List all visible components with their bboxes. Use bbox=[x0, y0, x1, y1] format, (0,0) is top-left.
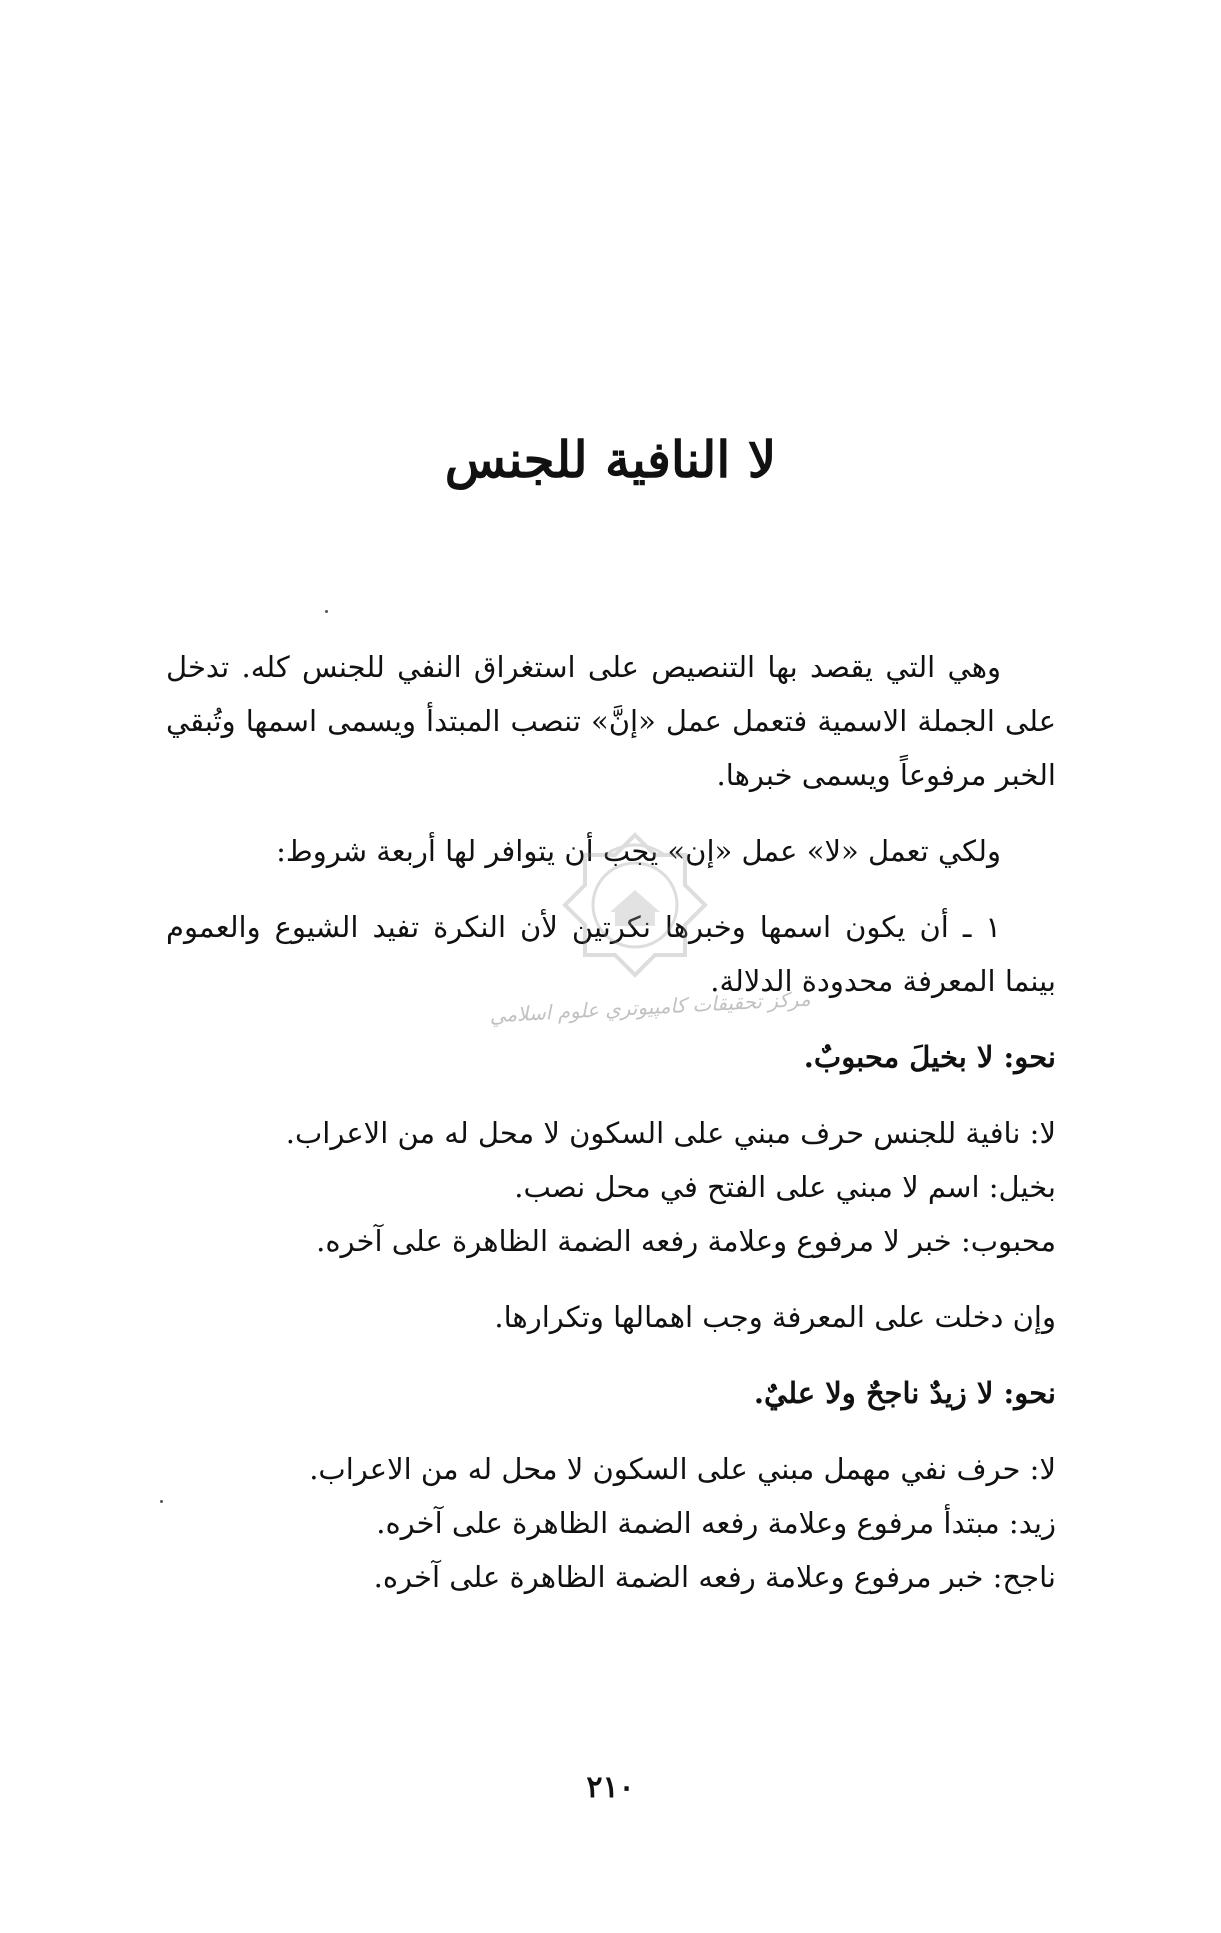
scan-speck bbox=[325, 610, 328, 613]
intro-paragraph: وهي التي يقصد بها التنصيص على استغراق النفي للجنس كله. تدخل على الجملة الاسمية فتعمل عمل «إنَّ» تنصب المبتدأ ويسمى اسمها وتُبقي الخبر مرفوعاً ويسمى خبرها. bbox=[166, 650, 1056, 792]
conditions-paragraph: ولكي تعمل «لا» عمل «إن» يجب أن يتوافر لها أربعة شروط: bbox=[276, 834, 1001, 868]
chapter-title: لا النافية للجنس bbox=[444, 430, 777, 489]
parse-line: ناجح: خبر مرفوع وعلامة رفعه الضمة الظاهرة على آخره. bbox=[373, 1560, 1056, 1594]
scan-speck bbox=[160, 1500, 163, 1503]
page-number: ٢١٠ bbox=[586, 1770, 635, 1805]
parse-block-one bbox=[166, 1106, 1056, 1268]
parse-block-two bbox=[166, 1442, 1056, 1604]
example-one: نحو: لا بخيلَ محبوبٌ. bbox=[803, 1040, 1056, 1074]
condition-one-paragraph: ١ ـ أن يكون اسمها وخبرها نكرتين لأن النكرة تفيد الشيوع والعموم بينما المعرفة محدودة الدلالة. bbox=[166, 910, 1056, 998]
example-two: نحو: لا زيدٌ ناجحٌ ولا عليٌ. bbox=[753, 1376, 1056, 1410]
definite-paragraph: وإن دخلت على المعرفة وجب اهمالها وتكرارها. bbox=[494, 1300, 1056, 1334]
parse-line: لا: نافية للجنس حرف مبني على السكون لا محل له من الاعراب. bbox=[285, 1116, 1056, 1150]
parse-line: بخيل: اسم لا مبني على الفتح في محل نصب. bbox=[514, 1170, 1056, 1204]
parse-line: زيد: مبتدأ مرفوع وعلامة رفعه الضمة الظاهرة على آخره. bbox=[376, 1506, 1056, 1540]
parse-line: لا: حرف نفي مهمل مبني على السكون لا محل له من الاعراب. bbox=[309, 1452, 1056, 1486]
watermark-text: مركز تحقيقات كامپيوتري علوم اسلامي bbox=[488, 986, 812, 1028]
parse-line: محبوب: خبر لا مرفوع وعلامة رفعه الضمة الظاهرة على آخره. bbox=[316, 1224, 1056, 1258]
page-body bbox=[166, 640, 1056, 1604]
